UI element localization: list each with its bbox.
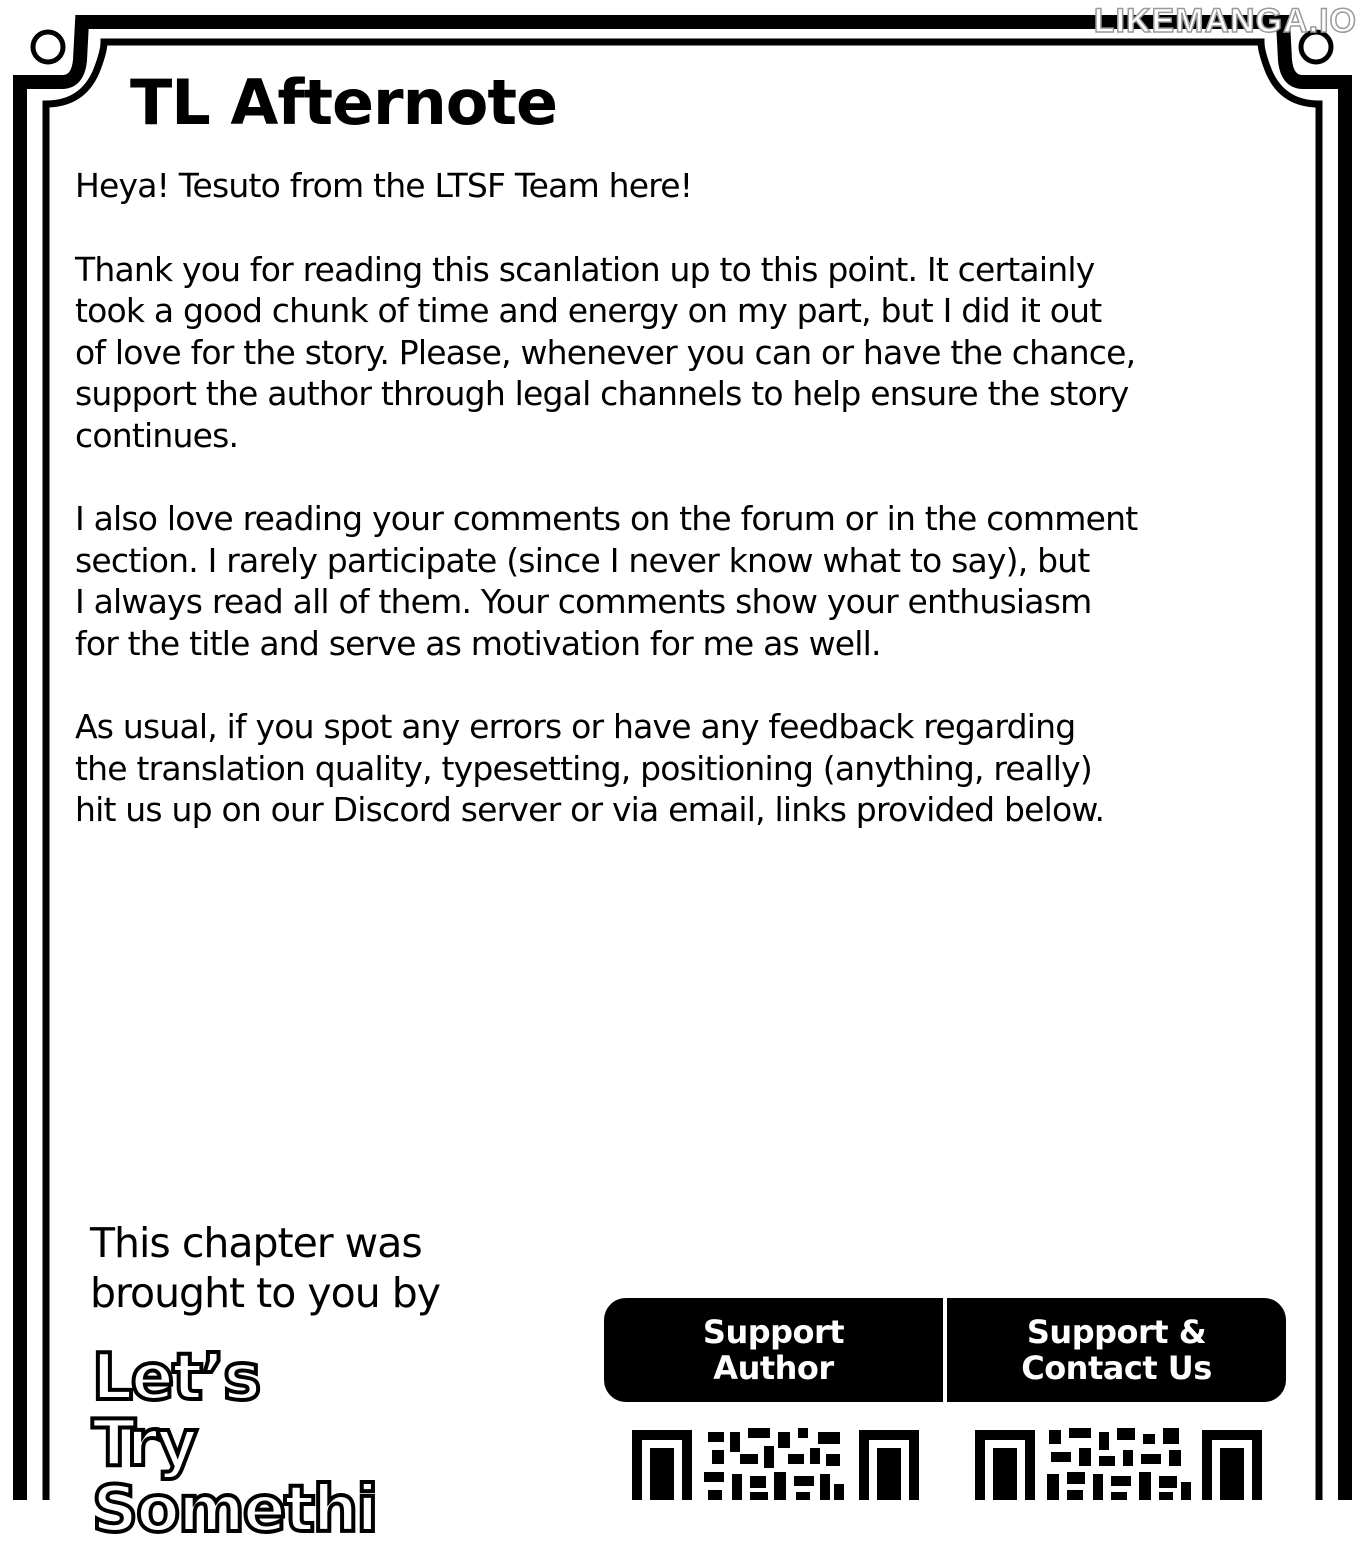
afternote-body (75, 165, 1305, 873)
paragraph: Heya! Tesuto from the LTSF Team here! (75, 166, 693, 205)
paragraph: I also love reading your comments on the forum or in the comment section. I rarely participate (since I never know what to say), but I always read all of them. Your comments show your enthusiasm for the title and serve as motivation for me as well. (75, 499, 1138, 663)
page-title: TL Afternote (130, 66, 558, 139)
watermark-logo: LIKEMANGA.IO (1093, 2, 1357, 40)
paragraph: As usual, if you spot any errors or have any feedback regarding the translation quality, typesetting, positioning (anything, really) hit us up on our Discord server or via email, links provided below. (75, 707, 1105, 829)
qr-code-icon[interactable] (628, 1424, 923, 1500)
support-contact-button[interactable]: Support & Contact Us (947, 1298, 1286, 1402)
credit-text: This chapter was brought to you by (90, 1219, 441, 1317)
group-logo: Let’s Try Somethi (92, 1341, 377, 1547)
paragraph: Thank you for reading this scanlation up to this point. It certainly took a good chunk of time and energy on my part, but I did it out of love for the story. Please, whenever you can or have the chance, support the author through legal channels to help ensure the story continues. (75, 249, 1136, 455)
qr-code-icon[interactable] (971, 1424, 1266, 1500)
support-button-bar (604, 1298, 1286, 1402)
support-author-button[interactable]: Support Author (604, 1298, 943, 1402)
